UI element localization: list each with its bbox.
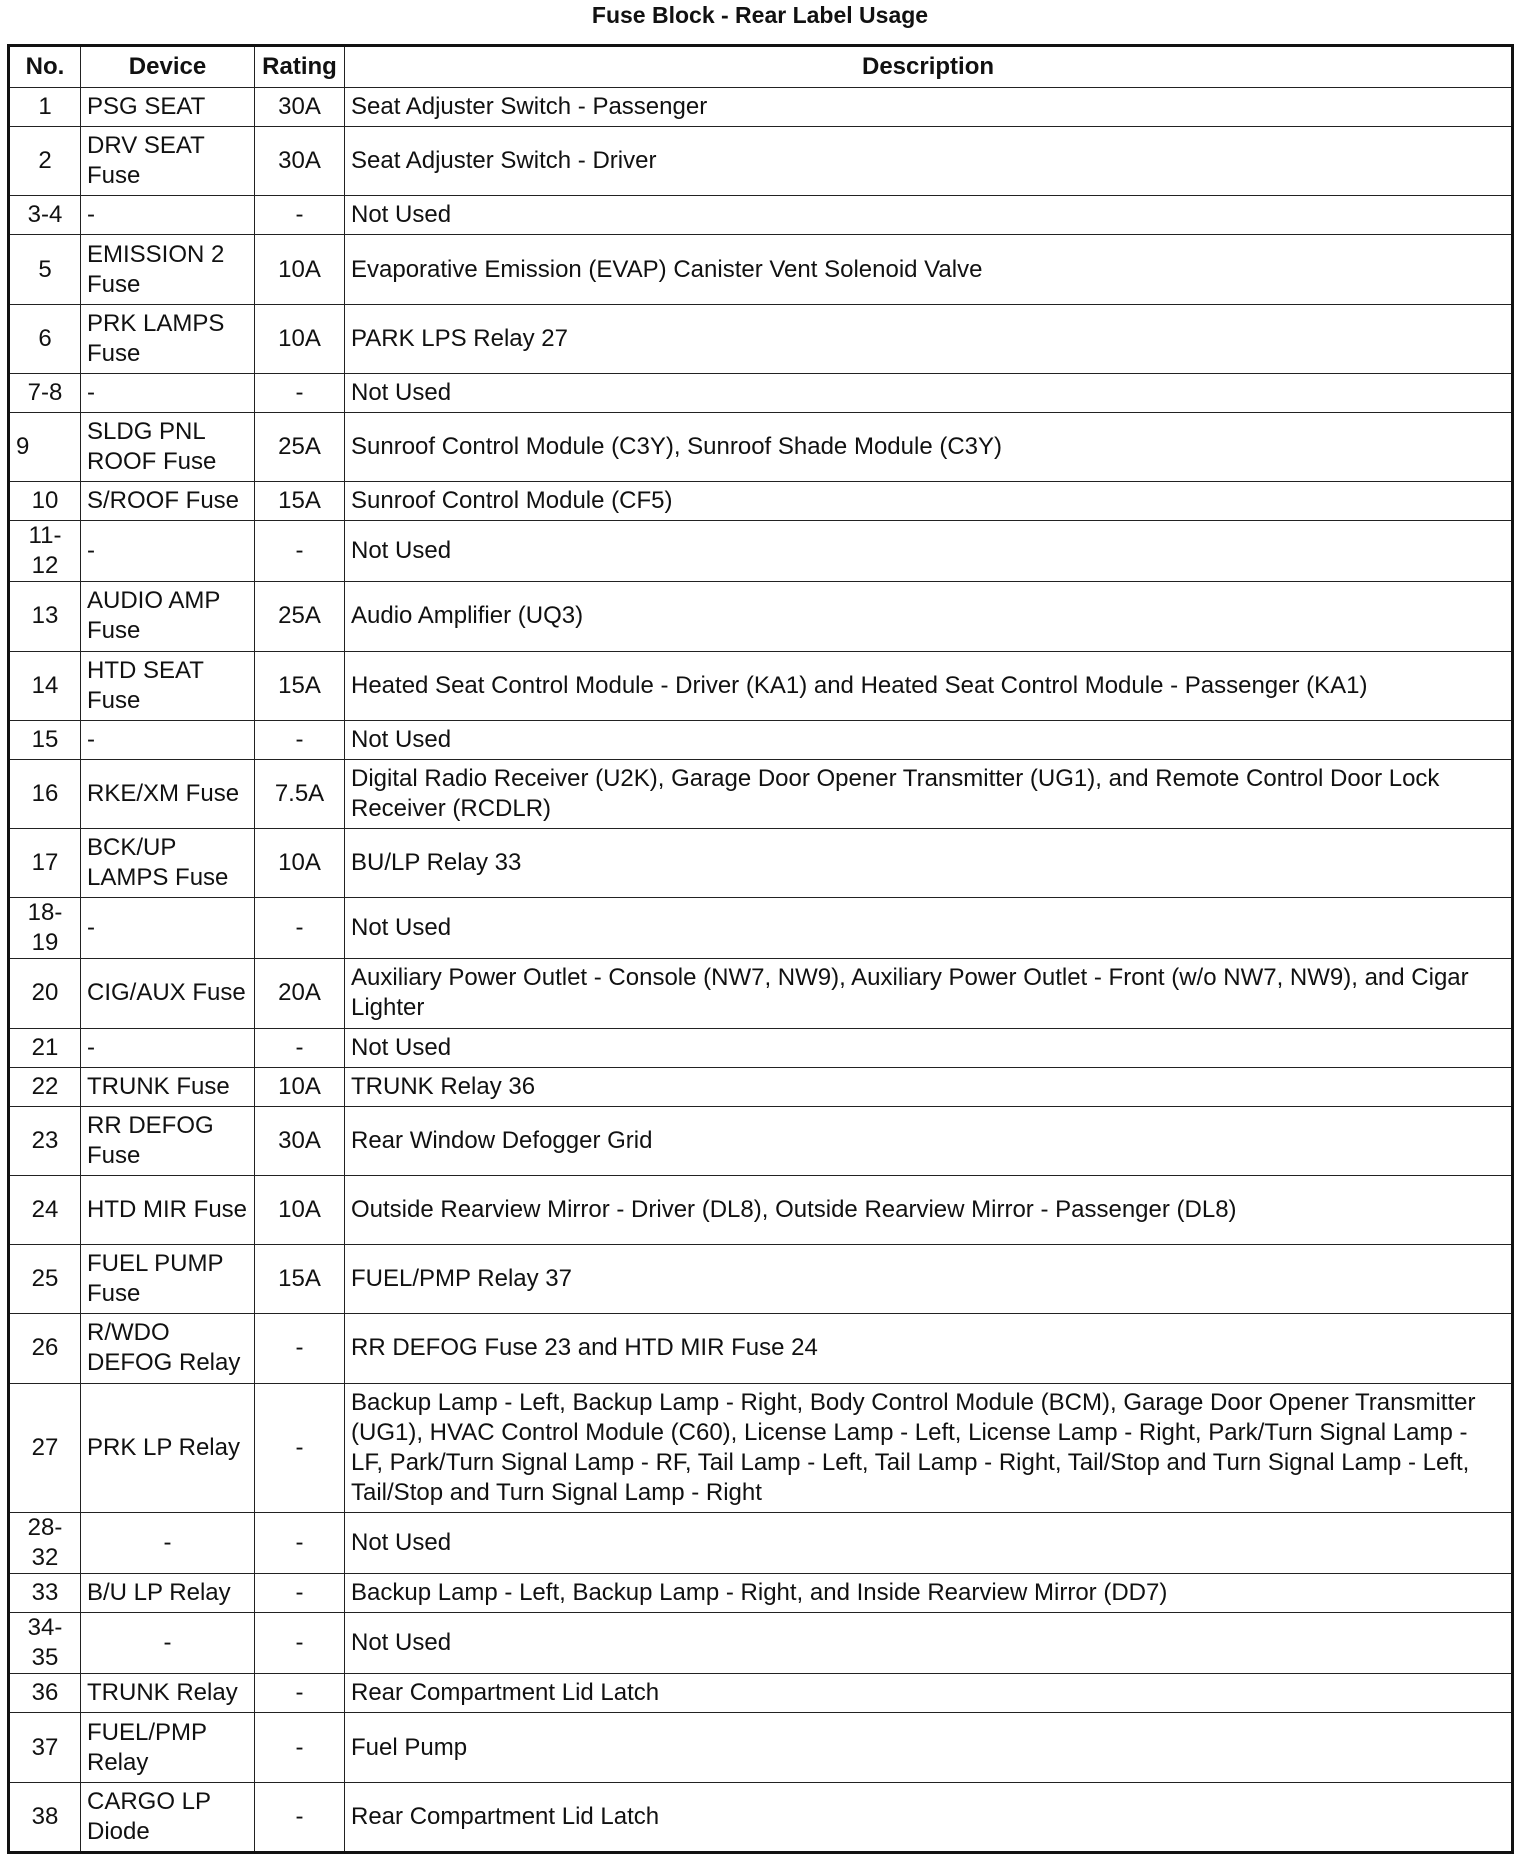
fuse-number: 18-19: [9, 898, 81, 959]
fuse-device: DRV SEAT Fuse: [81, 127, 255, 196]
fuse-description: Audio Amplifier (UQ3): [345, 582, 1513, 651]
fuse-device: CARGO LP Diode: [81, 1782, 255, 1852]
fuse-description: Sunroof Control Module (C3Y), Sunroof Shade Module (C3Y): [345, 412, 1513, 481]
table-row: [9, 582, 1513, 651]
fuse-number: 28-32: [9, 1512, 81, 1573]
fuse-description: Not Used: [345, 720, 1513, 759]
table-row: [9, 127, 1513, 196]
table-row: [9, 1574, 1513, 1613]
fuse-device: FUEL/PMP Relay: [81, 1713, 255, 1782]
fuse-description: Fuel Pump: [345, 1713, 1513, 1782]
fuse-rating: -: [255, 1383, 345, 1512]
table-row: [9, 1314, 1513, 1383]
table-row: [9, 959, 1513, 1028]
fuse-description: TRUNK Relay 36: [345, 1067, 1513, 1106]
column-header-device: Device: [81, 46, 255, 88]
fuse-number: 13: [9, 582, 81, 651]
column-header-description: Description: [345, 46, 1513, 88]
table-row: [9, 88, 1513, 127]
fuse-rating: -: [255, 1314, 345, 1383]
fuse-description: Auxiliary Power Outlet - Console (NW7, NW9), Auxiliary Power Outlet - Front (w/o NW7, NW9), and Cigar Lighter: [345, 959, 1513, 1028]
table-row: [9, 759, 1513, 828]
table-row: [9, 1245, 1513, 1314]
fuse-device: -: [81, 1028, 255, 1067]
fuse-description: Rear Compartment Lid Latch: [345, 1674, 1513, 1713]
fuse-rating: -: [255, 1782, 345, 1852]
fuse-rating: -: [255, 1512, 345, 1573]
fuse-rating: 15A: [255, 651, 345, 720]
table-row: [9, 1613, 1513, 1674]
fuse-rating: -: [255, 1028, 345, 1067]
fuse-device: PRK LAMPS Fuse: [81, 304, 255, 373]
column-header-rating: Rating: [255, 46, 345, 88]
fuse-rating: 30A: [255, 88, 345, 127]
fuse-description: Not Used: [345, 196, 1513, 235]
table-header-row: [9, 46, 1513, 88]
column-header-no: No.: [9, 46, 81, 88]
fuse-rating: -: [255, 521, 345, 582]
fuse-device: EMISSION 2 Fuse: [81, 235, 255, 304]
fuse-number: 23: [9, 1106, 81, 1175]
fuse-description: Heated Seat Control Module - Driver (KA1) and Heated Seat Control Module - Passenger (KA1): [345, 651, 1513, 720]
fuse-device: CIG/AUX Fuse: [81, 959, 255, 1028]
fuse-rating: -: [255, 1674, 345, 1713]
table-row: [9, 720, 1513, 759]
fuse-rating: 25A: [255, 412, 345, 481]
fuse-rating: 25A: [255, 582, 345, 651]
fuse-rating: -: [255, 196, 345, 235]
fuse-description: Not Used: [345, 1613, 1513, 1674]
fuse-device: BCK/UP LAMPS Fuse: [81, 829, 255, 898]
fuse-description: Not Used: [345, 1028, 1513, 1067]
fuse-number: 21: [9, 1028, 81, 1067]
fuse-description: PARK LPS Relay 27: [345, 304, 1513, 373]
table-row: [9, 651, 1513, 720]
fuse-rating: -: [255, 373, 345, 412]
fuse-description: RR DEFOG Fuse 23 and HTD MIR Fuse 24: [345, 1314, 1513, 1383]
fuse-number: 37: [9, 1713, 81, 1782]
fuse-description: Sunroof Control Module (CF5): [345, 482, 1513, 521]
fuse-device: -: [81, 196, 255, 235]
table-row: [9, 898, 1513, 959]
fuse-number: 26: [9, 1314, 81, 1383]
table-row: [9, 482, 1513, 521]
fuse-rating: 15A: [255, 1245, 345, 1314]
table-row: [9, 235, 1513, 304]
fuse-rating: 10A: [255, 829, 345, 898]
fuse-device: PSG SEAT: [81, 88, 255, 127]
fuse-description: Outside Rearview Mirror - Driver (DL8), Outside Rearview Mirror - Passenger (DL8): [345, 1175, 1513, 1244]
fuse-rating: 15A: [255, 482, 345, 521]
table-row: [9, 1383, 1513, 1512]
fuse-device: TRUNK Fuse: [81, 1067, 255, 1106]
fuse-device: -: [81, 1613, 255, 1674]
fuse-device: HTD SEAT Fuse: [81, 651, 255, 720]
fuse-device: TRUNK Relay: [81, 1674, 255, 1713]
fuse-device: S/ROOF Fuse: [81, 482, 255, 521]
fuse-number: 38: [9, 1782, 81, 1852]
fuse-number: 33: [9, 1574, 81, 1613]
fuse-rating: 10A: [255, 304, 345, 373]
table-row: [9, 521, 1513, 582]
table-row: [9, 196, 1513, 235]
fuse-description: Digital Radio Receiver (U2K), Garage Door Opener Transmitter (UG1), and Remote Control Door Lock Receiver (RCDLR): [345, 759, 1513, 828]
fuse-number: 6: [9, 304, 81, 373]
fuse-device: PRK LP Relay: [81, 1383, 255, 1512]
fuse-number: 22: [9, 1067, 81, 1106]
fuse-rating: 10A: [255, 1067, 345, 1106]
fuse-device: -: [81, 521, 255, 582]
table-row: [9, 304, 1513, 373]
fuse-rating: 10A: [255, 235, 345, 304]
fuse-number: 15: [9, 720, 81, 759]
page-title: Fuse Block - Rear Label Usage: [591, 2, 929, 28]
fuse-number: 25: [9, 1245, 81, 1314]
fuse-number: 11-12: [9, 521, 81, 582]
fuse-number: 27: [9, 1383, 81, 1512]
fuse-description: Not Used: [345, 1512, 1513, 1573]
table-row: [9, 1674, 1513, 1713]
fuse-rating: -: [255, 1713, 345, 1782]
fuse-description: Not Used: [345, 521, 1513, 582]
fuse-description: Seat Adjuster Switch - Driver: [345, 127, 1513, 196]
fuse-number: 34-35: [9, 1613, 81, 1674]
fuse-number: 1: [9, 88, 81, 127]
fuse-device: -: [81, 1512, 255, 1573]
fuse-number: 20: [9, 959, 81, 1028]
fuse-number: 14: [9, 651, 81, 720]
table-row: [9, 373, 1513, 412]
fuse-number: 2: [9, 127, 81, 196]
fuse-rating: 30A: [255, 127, 345, 196]
fuse-number: 24: [9, 1175, 81, 1244]
fuse-device: B/U LP Relay: [81, 1574, 255, 1613]
fuse-rating: -: [255, 720, 345, 759]
fuse-device: -: [81, 373, 255, 412]
fuse-rating: 10A: [255, 1175, 345, 1244]
fuse-description: Evaporative Emission (EVAP) Canister Vent Solenoid Valve: [345, 235, 1513, 304]
fuse-device: RKE/XM Fuse: [81, 759, 255, 828]
fuse-number: 36: [9, 1674, 81, 1713]
fuse-device: HTD MIR Fuse: [81, 1175, 255, 1244]
table-row: [9, 412, 1513, 481]
fuse-device: -: [81, 898, 255, 959]
table-row: [9, 1067, 1513, 1106]
fuse-rating: 7.5A: [255, 759, 345, 828]
fuse-rating: -: [255, 1613, 345, 1674]
fuse-number: 10: [9, 482, 81, 521]
fuse-device: RR DEFOG Fuse: [81, 1106, 255, 1175]
table-row: [9, 1175, 1513, 1244]
fuse-number: 7-8: [9, 373, 81, 412]
table-row: [9, 1782, 1513, 1852]
fuse-number: 17: [9, 829, 81, 898]
fuse-description: Backup Lamp - Left, Backup Lamp - Right, Body Control Module (BCM), Garage Door Opener Transmitter (UG1), HVAC Control Module (C60), License Lamp - Left, License Lamp - Right, Park/Turn Signal Lamp - LF, Park/Turn Signal Lamp - RF, Tail Lamp - Left, Tail Lamp - Right, Tail/Stop and Turn Signal Lamp - Left, Tail/Stop and Turn Signal Lamp - Right: [345, 1383, 1513, 1512]
fuse-description: Not Used: [345, 898, 1513, 959]
fuse-number: 5: [9, 235, 81, 304]
fuse-usage-table: [7, 44, 1514, 1854]
fuse-description: Seat Adjuster Switch - Passenger: [345, 88, 1513, 127]
fuse-device: SLDG PNL ROOF Fuse: [81, 412, 255, 481]
table-row: [9, 1512, 1513, 1573]
fuse-number: 3-4: [9, 196, 81, 235]
fuse-rating: 20A: [255, 959, 345, 1028]
fuse-number: 9: [9, 412, 81, 481]
fuse-rating: -: [255, 898, 345, 959]
fuse-device: FUEL PUMP Fuse: [81, 1245, 255, 1314]
fuse-device: R/WDO DEFOG Relay: [81, 1314, 255, 1383]
fuse-description: FUEL/PMP Relay 37: [345, 1245, 1513, 1314]
fuse-device: -: [81, 720, 255, 759]
fuse-description: BU/LP Relay 33: [345, 829, 1513, 898]
table-row: [9, 1713, 1513, 1782]
fuse-rating: -: [255, 1574, 345, 1613]
fuse-device: AUDIO AMP Fuse: [81, 582, 255, 651]
table-row: [9, 1028, 1513, 1067]
fuse-description: Backup Lamp - Left, Backup Lamp - Right, and Inside Rearview Mirror (DD7): [345, 1574, 1513, 1613]
fuse-description: Rear Window Defogger Grid: [345, 1106, 1513, 1175]
fuse-description: Rear Compartment Lid Latch: [345, 1782, 1513, 1852]
fuse-rating: 30A: [255, 1106, 345, 1175]
table-row: [9, 1106, 1513, 1175]
fuse-description: Not Used: [345, 373, 1513, 412]
fuse-number: 16: [9, 759, 81, 828]
table-row: [9, 829, 1513, 898]
